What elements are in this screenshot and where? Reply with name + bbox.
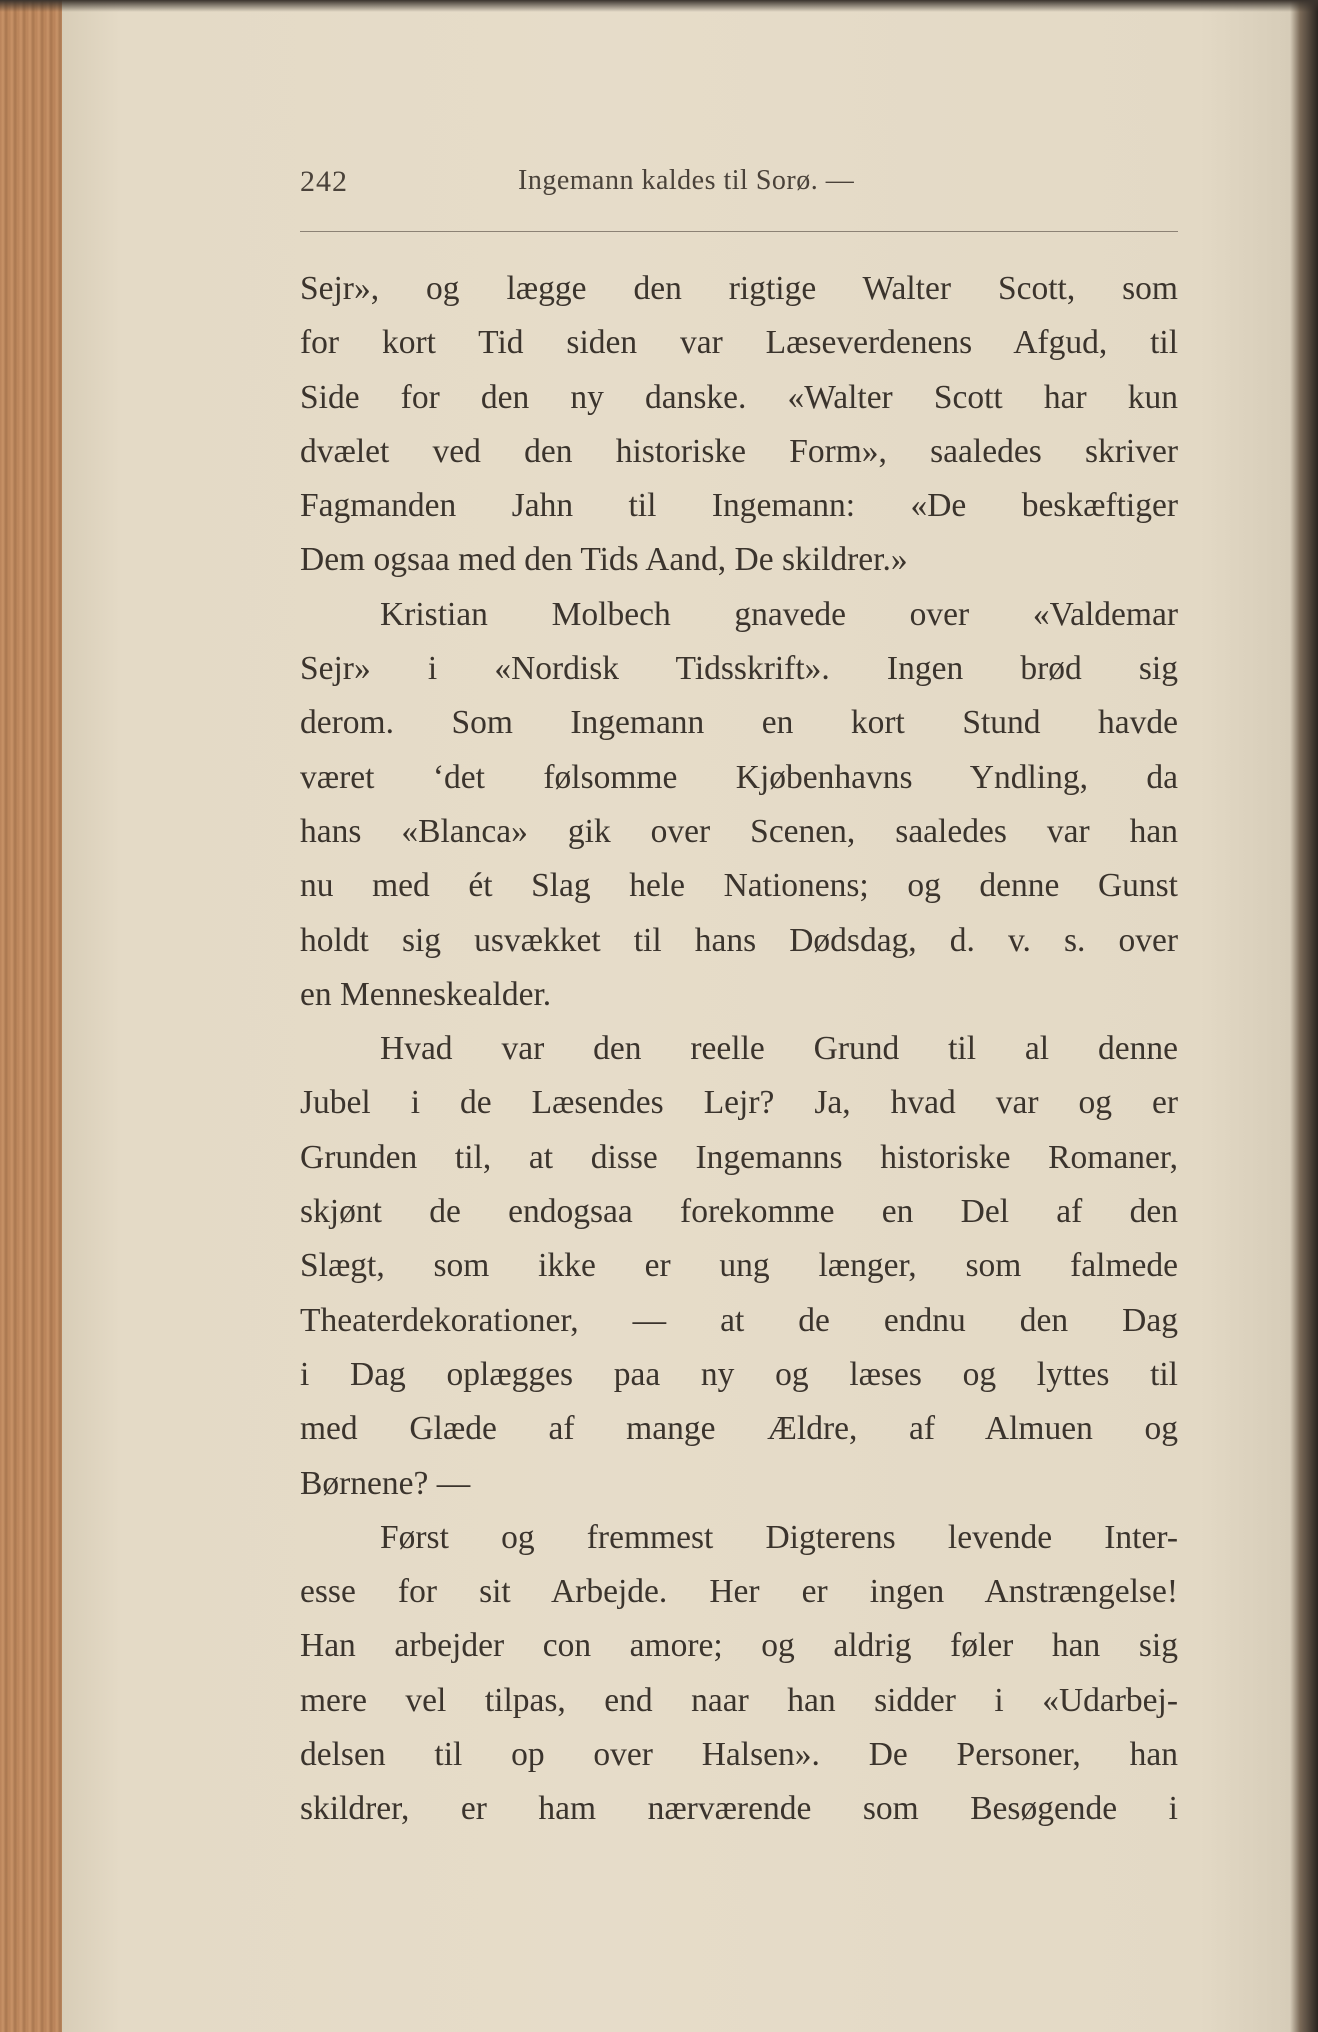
text-line: Theaterdekorationer, — at de endnu den Dag [300,1301,1178,1339]
text-line: Sejr», og lægge den rigtige Walter Scott, som [300,270,1178,307]
text-line: dvælet ved den historiske Form», saaledes skriver [300,432,1178,470]
book-spine-edge [0,0,62,2032]
text-line: delsen til op over Halsen». De Personer, han [300,1736,1178,1774]
running-head: Ingemann kaldes til Sorø. — [518,165,855,196]
text-line: Kristian Molbech gnavede over «Valdemar [380,595,1178,633]
text-line: holdt sig usvækket til hans Dødsdag, d. v. s. over [300,921,1178,959]
page-header [300,165,1180,215]
page-number: 242 [300,165,348,198]
text-line: Jubel i de Læsendes Lejr? Ja, hvad var og er [300,1084,1178,1122]
text-line: Sejr» i «Nordisk Tidsskrift». Ingen brød sig [300,650,1178,688]
text-line: Grunden til, at disse Ingemanns historiske Romaner, [300,1138,1178,1176]
text-line: mere vel tilpas, end naar han sidder i «Udarbej- [300,1681,1178,1719]
text-line: for kort Tid siden var Læseverdenens Afgud, til [300,324,1178,362]
text-line: været ‘det følsomme Kjøbenhavns Yndling, da [300,758,1178,796]
body-text [300,262,1178,1837]
text-line: i Dag oplægges paa ny og læses og lyttes til [300,1355,1178,1393]
text-line: Fagmanden Jahn til Ingemann: «De beskæftiger [300,487,1178,525]
text-line: Børnene? — [300,1464,471,1502]
text-line: skildrer, er ham nærværende som Besøgende i [300,1790,1178,1828]
text-line: Slægt, som ikke er ung længer, som falmede [300,1247,1178,1285]
text-line: Han arbejder con amore; og aldrig føler han sig [300,1627,1178,1665]
text-line: en Menneskealder. [300,975,552,1013]
text-line: Først og fremmest Digterens levende Inter- [380,1518,1178,1556]
text-line: nu med ét Slag hele Nationens; og denne Gunst [300,867,1178,905]
page-top-shadow [0,0,1318,12]
text-line: skjønt de endogsaa forekomme en Del af den [300,1193,1178,1231]
text-line: esse for sit Arbejde. Her er ingen Anstrængelse! [300,1573,1178,1611]
text-line: Dem ogsaa med den Tids Aand, De skildrer.» [300,541,908,579]
text-line: med Glæde af mange Ældre, af Almuen og [300,1410,1178,1448]
text-line: hans «Blanca» gik over Scenen, saaledes var han [300,812,1178,850]
header-rule [300,231,1178,232]
text-line: derom. Som Ingemann en kort Stund havde [300,704,1178,742]
text-line: Side for den ny danske. «Walter Scott har kun [300,378,1178,416]
text-line: Hvad var den reelle Grund til al denne [380,1030,1178,1068]
